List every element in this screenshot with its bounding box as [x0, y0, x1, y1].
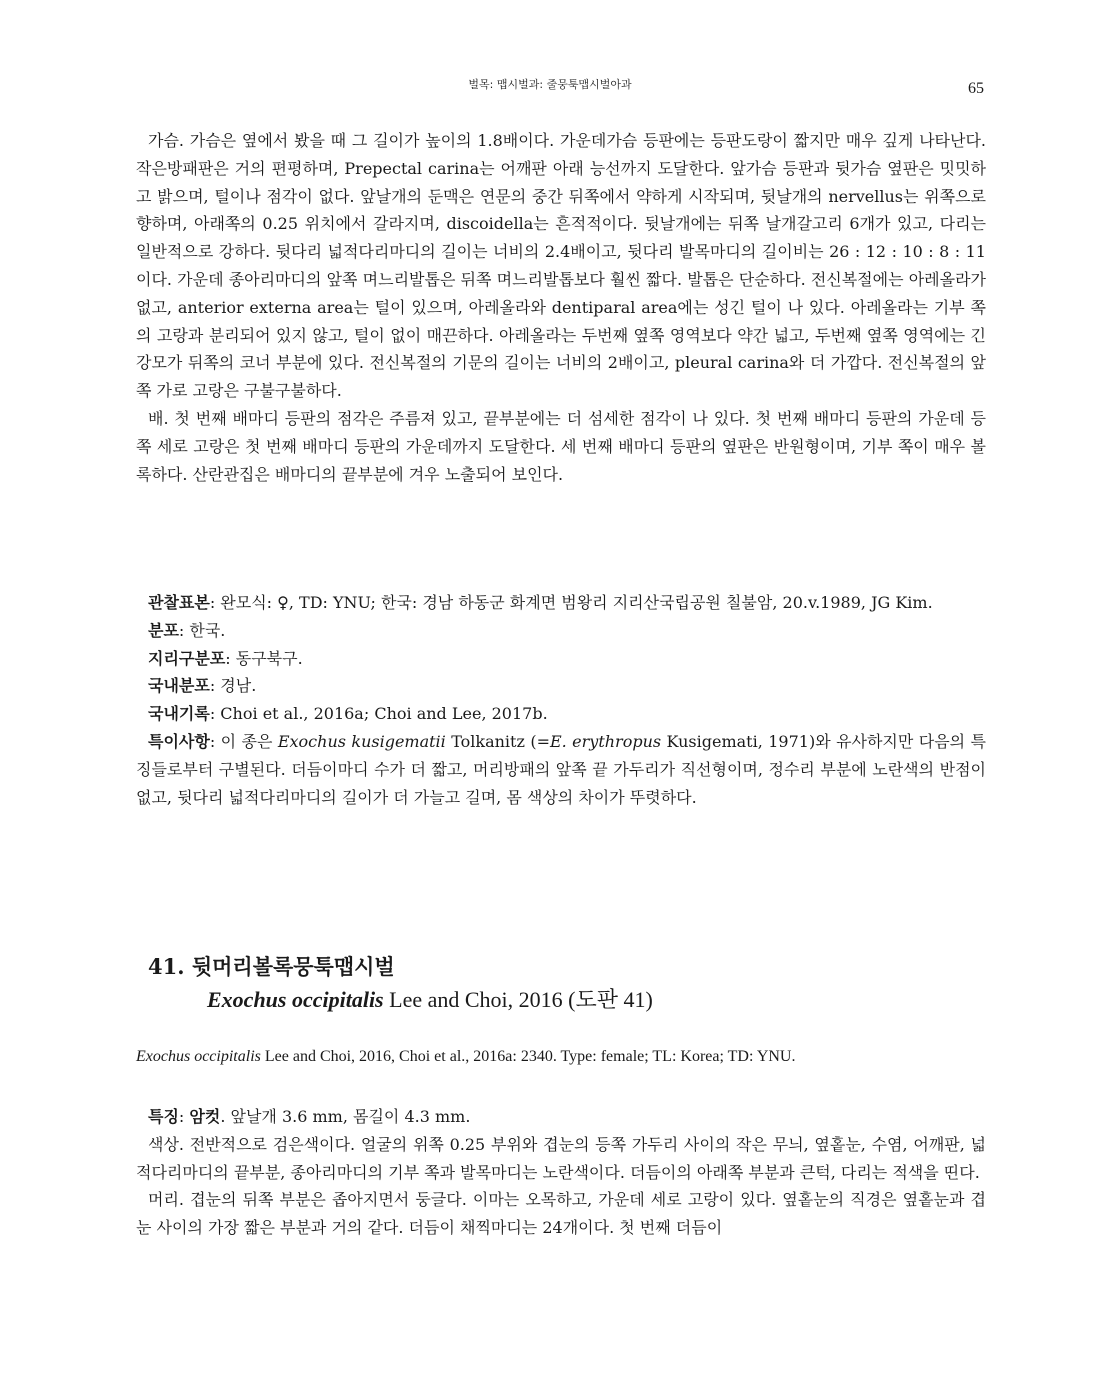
page-number: 65	[968, 80, 984, 97]
records-section	[136, 589, 986, 811]
synonym-rest: Lee and Choi, 2016, Choi et al., 2016a: 2340. Type: female; TL: Korea; TD: YNU.	[260, 1048, 796, 1065]
thorax-paragraph: 가슴. 가슴은 옆에서 봤을 때 그 길이가 높이의 1.8배이다. 가운데가슴 등판에는 등판도랑이 짧지만 매우 깊게 나타난다. 작은방패판은 거의 편평하며, Prepectal carina는 어깨판 아래 능선까지 도달한다. 앞가슴 등판과 뒷가슴 옆판은 밋밋하고 밝으며, 털이나 점각이 없다. 앞날개의 둔맥은 연문의 중간 뒤쪽에서 약하게 시작되며, 뒷날개의 nervellus는 위쪽으로 향하며, 아래쪽의 0.25 위치에서 갈라지며, discoidella는 흔적적이다. 뒷날개에는 뒤쪽 날개갈고리 6개가 있고, 다리는 일반적으로 강하다. 뒷다리 넓적다리마디의 길이는 너비의 2.4배이고, 뒷다리 발목마디의 길이비는 26 : 12 : 10 : 8 : 11이다. 가운데 종아리마디의 앞쪽 며느리발톱은 뒤쪽 며느리발톱보다 훨씬 짧다. 발톱은 단순하다. 전신복절에는 아레올라가 없고, anterior externa area는 털이 있으며, 아레올라와 dentiparal area에는 성긴 털이 나 있다. 아레올라는 기부 쪽의 고랑과 분리되어 있지 않고, 털이 없이 매끈하다. 아레올라는 두번째 옆쪽 영역보다 약간 넓고, 두번째 옆쪽 영역에는 긴 강모가 뒤쪽의 코너 부분에 있다. 전신복절의 기문의 길이는 너비의 2배이고, pleural carina와 더 가깝다. 전신복절의 앞쪽 가로 고랑은 구불구불하다.	[136, 131, 986, 401]
features-sep: :	[178, 1107, 190, 1126]
features-label: 특징	[148, 1107, 179, 1126]
distribution-label: 분포	[148, 620, 179, 640]
geo-distribution-entry	[136, 645, 986, 673]
description-section	[136, 1103, 986, 1242]
remarks-text-pre: : 이 종은	[209, 731, 278, 751]
domestic-distribution-label: 국내분포	[148, 676, 210, 696]
domestic-records-text: : Choi et al., 2016a; Choi and Lee, 2017b.	[209, 704, 548, 724]
distribution-text: : 한국.	[178, 620, 226, 640]
domestic-records-entry	[136, 700, 986, 728]
thorax-section	[136, 127, 986, 488]
species-scientific-name: Exochus occipitalis	[207, 987, 384, 1012]
female-label: 암컷	[189, 1107, 221, 1126]
remarks-species-1: Exochus kusigematii	[277, 731, 446, 751]
species-scientific-line	[148, 983, 986, 1016]
specimens-entry	[136, 589, 986, 617]
features-text: . 앞날개 3.6 mm, 몸길이 4.3 mm.	[220, 1107, 471, 1126]
species-number-title: 41. 뒷머리볼록뭉툭맵시벌	[148, 954, 395, 979]
species-heading	[148, 950, 986, 1016]
synonymy	[136, 1045, 986, 1069]
specimens-label: 관찰표본	[148, 593, 210, 612]
domestic-distribution-text: : 경남.	[209, 676, 257, 696]
remarks-species-2: E. erythropus	[549, 731, 662, 751]
abdomen-paragraph: 배. 첫 번째 배마디 등판의 점각은 주름져 있고, 끝부분에는 더 섬세한 점각이 나 있다. 첫 번째 배마디 등판의 가운데 등쪽 세로 고랑은 첫 번째 배마디 등판의 가운데까지 도달한다. 세 번째 배마디 등판의 옆판은 반원형이며, 기부 쪽이 매우 볼록하다. 산란관집은 배마디의 끝부분에 겨우 노출되어 보인다.	[136, 408, 986, 484]
species-author-plate: Lee and Choi, 2016 (도판 41)	[383, 987, 653, 1012]
geo-distribution-text: : 동구북구.	[225, 648, 303, 668]
domestic-records-label: 국내기록	[148, 704, 210, 724]
distribution-entry	[136, 617, 986, 645]
remarks-text-mid: Tolkanitz (=	[445, 731, 550, 751]
specimens-text: : 완모식: ♀, TD: YNU; 한국: 경남 하동군 화계면 범왕리 지리산국립공원 칠불암, 20.v.1989, JG Kim.	[209, 593, 933, 612]
remarks-label: 특이사항	[148, 731, 210, 751]
synonym-name: Exochus occipitalis	[136, 1048, 261, 1065]
features-line	[136, 1103, 986, 1131]
geo-distribution-label: 지리구분포	[148, 648, 226, 668]
color-paragraph: 색상. 전반적으로 검은색이다. 얼굴의 위쪽 0.25 부위와 겹눈의 등쪽 가두리 사이의 작은 무늬, 옆홑눈, 수염, 어깨판, 넓적다리마디의 끝부분, 종아리마디의 기부 쪽과 발목마디는 노란색이다. 더듬이의 아래쪽 부분과 큰턱, 다리는 적색을 띤다.	[136, 1134, 986, 1182]
running-head: 벌목: 맵시벌과: 줄뭉툭맵시벌아과	[468, 78, 632, 91]
remarks-text-post: Kusigemati, 1971)와 유사하지만 다음의 특징들로부터 구별된다. 더듬이마디 수가 더 짧고, 머리방패의 앞쪽 끝 가두리가 직선형이며, 정수리 부분에 노란색의 반점이 없고, 뒷다리 넓적다리마디의 길이가 더 가늘고 길며, 몸 색상의 차이가 뚜렷하다.	[136, 731, 987, 807]
domestic-distribution-entry	[136, 672, 986, 700]
synonym-line	[136, 1045, 986, 1069]
head-paragraph: 머리. 겹눈의 뒤쪽 부분은 좁아지면서 둥글다. 이마는 오목하고, 가운데 세로 고랑이 있다. 옆홑눈의 직경은 옆홑눈과 겹눈 사이의 가장 짧은 부분과 거의 같다. 더듬이 채찍마디는 24개이다. 첫 번째 더듬이	[136, 1190, 986, 1238]
remarks-entry	[136, 728, 986, 811]
